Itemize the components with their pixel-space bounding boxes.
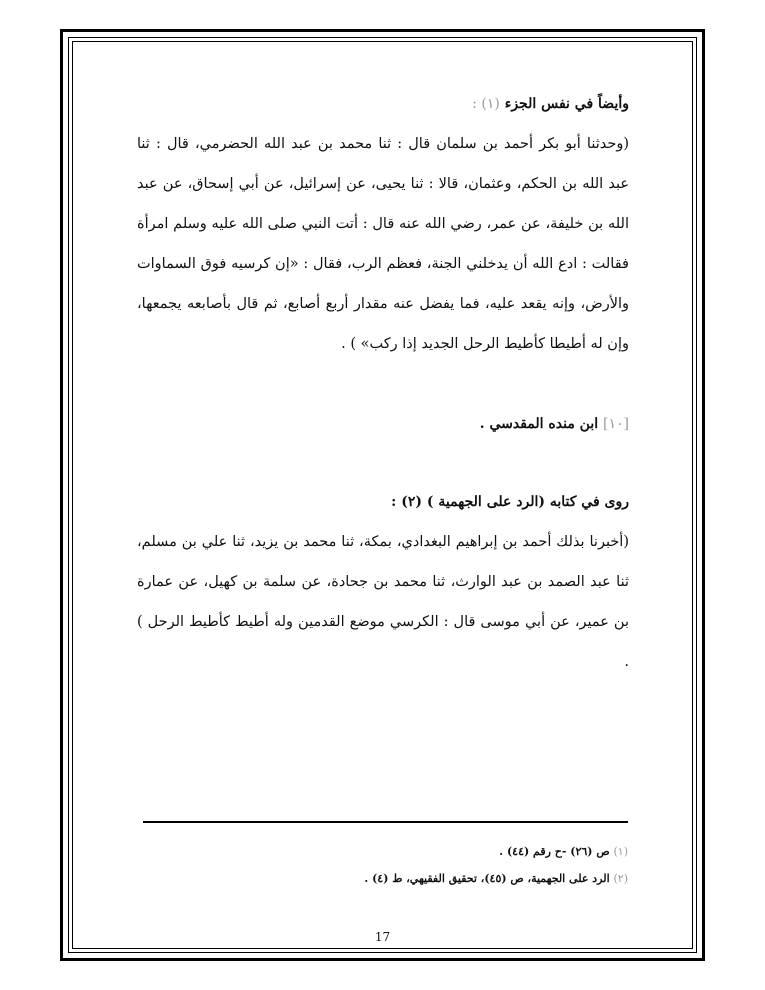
- footnote-2: [364, 872, 628, 885]
- footnote-2-text: الرد على الجهمية، ص (٤٥)، تحقيق الفقيهي، ط (٤) .: [364, 872, 610, 885]
- section2-heading-text: ابن منده المقدسي .: [479, 416, 599, 432]
- footnote-2-ref: (٢): [613, 872, 628, 885]
- section1-heading-ref: (١) :: [472, 96, 500, 112]
- section3-paragraph: (أخبرنا بذلك أحمد بن إبراهيم البغدادي، بمكة، ثنا محمد بن يزيد، ثنا علي بن مسلم، ثنا عبد الصمد بن عبد الوارث، ثنا محمد بن جحادة، عن سلمة بن كهيل، عن عمارة بن عمير، عن أبي موسى قال : الكرسي موضع القدمين وله أطيط كأطيط الرحل ) .: [137, 534, 629, 670]
- page-number: 17: [374, 930, 391, 944]
- section2-heading: [480, 414, 629, 434]
- section1-heading-text: وأيضاً في نفس الجزء: [504, 96, 629, 112]
- section1-heading: [472, 94, 629, 114]
- section2-heading-ref: [١٠]: [603, 416, 629, 432]
- footnote-1-text: ص (٢٦) -ح رقم (٤٤) .: [499, 845, 610, 858]
- footnote-1: [499, 845, 628, 858]
- footnote-1-ref: (١): [613, 845, 628, 858]
- section1-paragraph: (وحدثنا أبو بكر أحمد بن سلمان قال : ثنا محمد بن عبد الله الحضرمي، قال : ثنا عبد الله بن الحكم، وعثمان، قالا : ثنا يحيى، عن إسرائيل، عن أبي إسحاق، عن عبد الله بن خليفة، عن عمر، رضي الله عنه قال : أتت النبي صلى الله عليه وسلم امرأة فقالت : ادع الله أن يدخلني الجنة، فعظم الرب، فقال : «إن كرسيه فوق السماوات والأرض، وإنه يقعد عليه، فما يفضل عنه مقدار أربع أصابع، ثم قال بأصابعه يجمعها، وإن له أطيطا كأطيط الرحل الجديد إذا ركب» ) .: [137, 136, 629, 352]
- footnote-separator: [143, 821, 628, 823]
- section3-heading: روى في كتابه (الرد على الجهمية ) (٢) :: [391, 494, 629, 510]
